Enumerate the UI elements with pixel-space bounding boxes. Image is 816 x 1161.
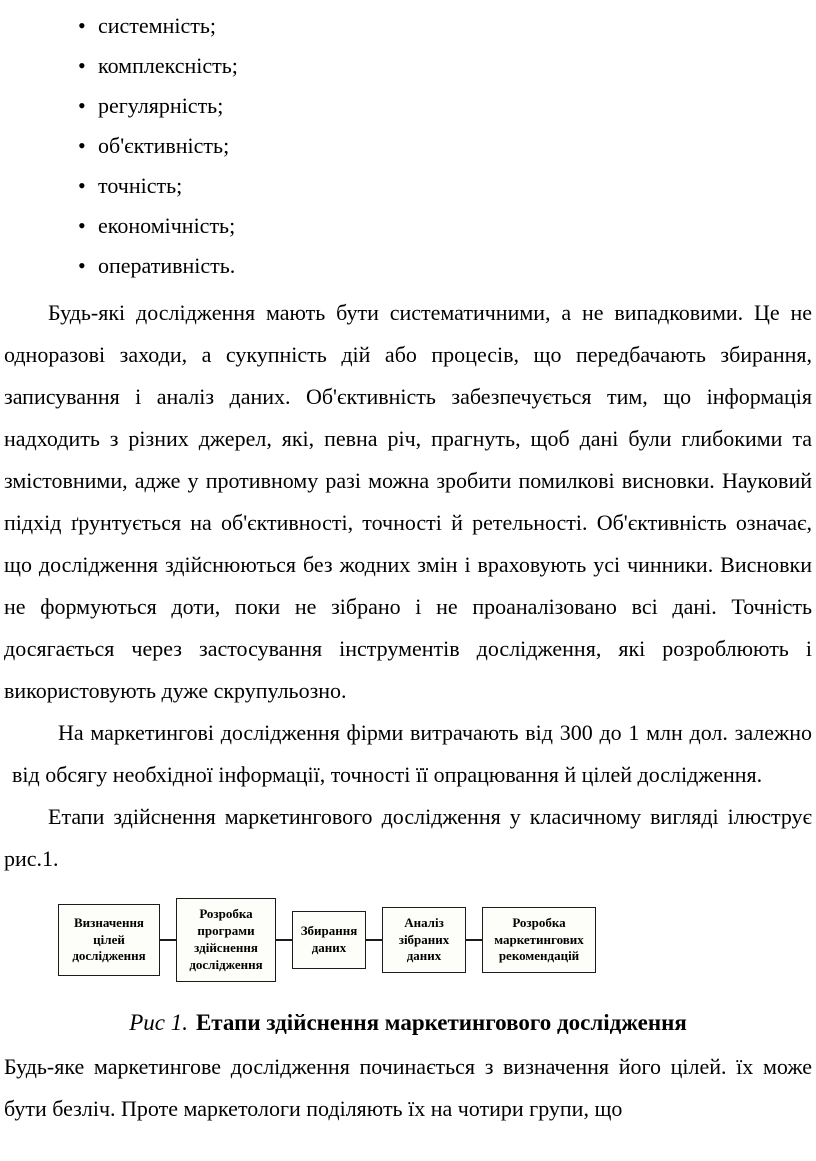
bullet-text: регулярність; [98, 93, 224, 118]
bullet-marker: • [78, 53, 86, 78]
figure-caption [0, 1008, 816, 1038]
bullet-item [78, 6, 816, 46]
bullet-marker: • [78, 93, 86, 118]
bullet-marker: • [78, 213, 86, 238]
bullet-item [78, 126, 816, 166]
bullet-item [78, 166, 816, 206]
flowchart-box-recommendations: Розробка маркетингових рекомендацій [482, 907, 596, 973]
bullet-text: системність; [98, 13, 217, 38]
bullet-marker: • [78, 13, 86, 38]
flowchart-connector [160, 939, 176, 941]
flowchart-box-goals: Визначення цілей дослідження [58, 904, 160, 976]
flowchart-connector [276, 939, 292, 941]
flowchart-connector [466, 939, 482, 941]
bullet-item [78, 86, 816, 126]
paragraph-research-systematic: Будь-які дослідження мають бути систематичними, а не випадковими. Це не одноразові заходи, а сукупність дій або процесів, що передбачають збирання, записування і аналіз даних. Об'єктивність забезпечується тим, що інформація надходить з різних джерел, які, певна річ, прагнуть, щоб дані були глибокими та змістовними, адже у противному разі можна зробити помилкові висновки. Науковий підхід ґрунтується на об'єктивності, точності й ретельності. Об'єктивність означає, що дослідження здійснюються без жодних змін і враховують усі чинники. Висновки не формуються доти, поки не зібрано і не проаналізовано всі дані. Точність досягається через застосування інструментів дослідження, які розроблюють і використовують дуже скрупульозно. [4, 300, 812, 703]
bullet-item [78, 46, 816, 86]
bullet-marker: • [78, 133, 86, 158]
bullet-text: об'єктивність; [98, 133, 230, 158]
caption-label: Рис 1. [129, 1010, 188, 1035]
bullet-text: оперативність. [98, 253, 236, 278]
bullet-text: економічність; [98, 213, 236, 238]
bullet-item [78, 206, 816, 246]
bullet-text: точність; [98, 173, 183, 198]
bullet-list [0, 6, 816, 286]
flowchart-box-collection: Збирання даних [292, 911, 366, 969]
flowchart-box-analysis: Аналіз зібраних даних [382, 907, 466, 973]
caption-title: Етапи здійснення маркетингового дослідження [195, 1010, 687, 1035]
bullet-marker: • [78, 173, 86, 198]
flowchart-connector [366, 939, 382, 941]
paragraph-goals: Будь-яке маркетингове дослідження починається з визначення його цілей. їх може бути безліч. Проте маркетологи поділяють їх на чотири групи, що [4, 1054, 812, 1121]
flowchart-figure [58, 894, 816, 986]
bullet-marker: • [78, 253, 86, 278]
paragraph-costs: На маркетингові дослідження фірми витрачають від 300 до 1 млн дол. залежно від обсягу необхідної інформації, точності її опрацювання й цілей дослідження. [12, 720, 812, 787]
paragraph-stages-intro: Етапи здійснення маркетингового дослідження у класичному вигляді ілюструє рис.1. [4, 804, 812, 871]
flowchart-box-program: Розробка програми здійснення дослідження [176, 898, 276, 982]
bullet-text: комплексність; [98, 53, 238, 78]
bullet-item [78, 246, 816, 286]
